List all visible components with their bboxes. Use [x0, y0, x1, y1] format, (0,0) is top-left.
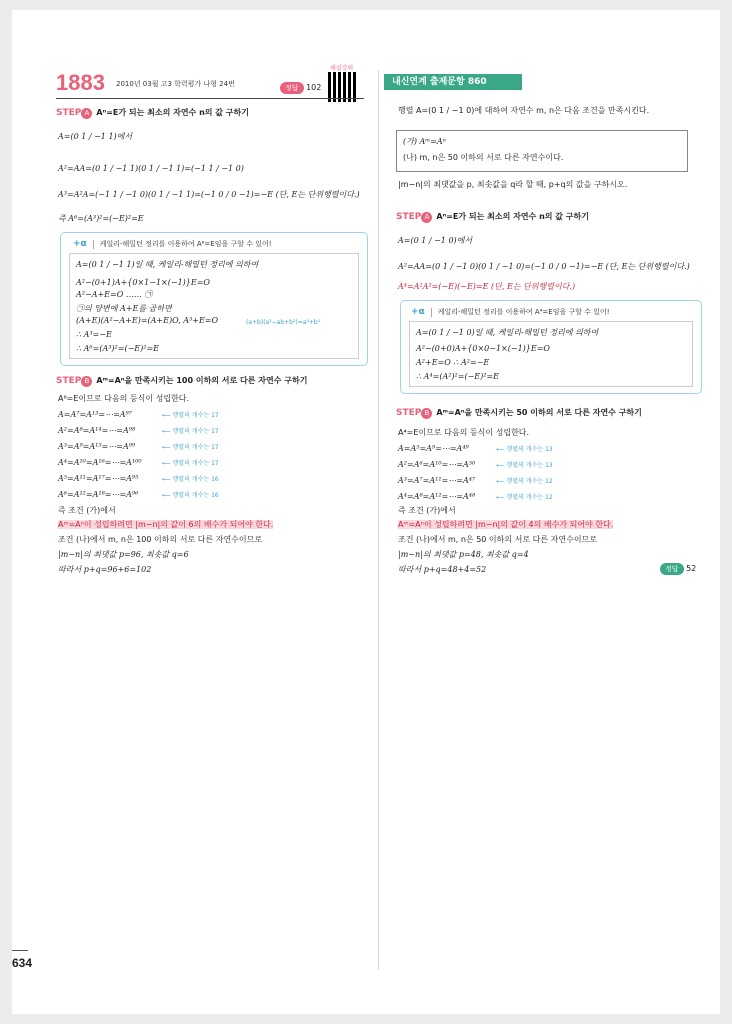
stepB-result: |m−n|의 최댓값 p=96, 최솟값 q=6	[58, 550, 189, 559]
stepB-after: 즉 조건 (가)에서	[58, 506, 116, 515]
stepA-title: Aⁿ=E가 되는 최소의 자연수 n의 값 구하기	[96, 108, 249, 117]
stepA-line: A²=AA=(0 1 / −1 1)(0 1 / −1 1)=(−1 1 / −1 0)	[58, 164, 244, 173]
stepB-cond: 조건 (나)에서 m, n은 100 이하의 서로 다른 자연수이므로	[58, 535, 263, 544]
right-stepB-highlight: Aᵐ=Aⁿ이 성립하려면 |m−n|의 값이 4의 배수가 되어야 한다.	[398, 520, 614, 529]
right-stepB-row-note: ⟵ 행렬의 개수는 12	[496, 478, 553, 485]
right-stepB-row-note: ⟵ 행렬의 개수는 13	[496, 446, 553, 453]
tip-title: 케일리-해밀턴 정리를 이용하여 A⁶=E임을 구할 수 있어!	[99, 240, 272, 248]
column-divider	[378, 70, 379, 970]
tip-header	[73, 239, 272, 249]
stepB-row-note: ⟵ 행렬의 개수는 17	[162, 444, 219, 451]
step-label: STEP	[56, 108, 82, 118]
stepA-heading	[56, 108, 249, 119]
stepB-row-eq: A⁴=A¹⁰=A¹⁶=⋯=A¹⁰⁰	[58, 458, 142, 467]
tip-side-note: (a+b)(a²−ab+b²)=a³+b³	[246, 319, 321, 326]
page-number-rule	[12, 950, 28, 951]
header-rule	[56, 98, 364, 99]
condition-na: (나) m, n은 50 이하의 서로 다른 자연수이다.	[403, 153, 564, 162]
stepB-intro: A⁶=E이므로 다음의 등식이 성립한다.	[58, 394, 190, 403]
right-tip-box	[400, 300, 702, 394]
right-stepA-line: A²=AA=(0 1 / −1 0)(0 1 / −1 0)=(−1 0 / 0 −1)=−E (단, E는 단위행렬이다.)	[398, 262, 690, 271]
problem-number: 1883	[56, 70, 105, 95]
tip-line: (A+E)(A²−A+E)=(A+E)O, A³+E=O	[76, 316, 219, 325]
problem-source: 2010년 03월 고3 학력평가 나형 24번	[116, 80, 235, 88]
stepB-row-eq: A=A⁷=A¹³=⋯=A⁹⁷	[58, 410, 132, 419]
right-stepB-row-note: ⟵ 행렬의 개수는 13	[496, 462, 553, 469]
right-tip-inner-box	[409, 321, 693, 387]
right-answer	[660, 563, 696, 575]
right-answer-value: 52	[686, 564, 697, 573]
stepB-row-note: ⟵ 행렬의 개수는 17	[162, 460, 219, 467]
right-tip-header	[411, 307, 610, 317]
right-stepA-line: A=(0 1 / −1 0)에서	[398, 236, 473, 245]
stepB-row-note: ⟵ 행렬의 개수는 17	[162, 412, 219, 419]
tip-line: ∴ A³=−E	[76, 330, 112, 339]
plus-alpha-icon: +α	[73, 239, 87, 249]
right-stepB-title: Aᵐ=Aⁿ을 만족시키는 50 이하의 서로 다른 자연수 구하기	[436, 408, 642, 417]
right-tip-line: A=(0 1 / −1 0)일 때, 케일리-해밀턴 정리에 의하여	[416, 328, 599, 337]
tip-inner-box	[69, 253, 359, 359]
stepB-highlight-line	[58, 520, 273, 530]
stepB-row-eq: A⁵=A¹¹=A¹⁷=⋯=A⁹⁵	[58, 474, 139, 483]
right-stepB-row-eq: A⁴=A⁸=A¹²=⋯=A⁴⁸	[398, 492, 476, 501]
tip-line: A²−A+E=O …… ㉠	[76, 290, 153, 299]
right-answer-badge: 정답	[660, 563, 684, 575]
right-stepB-after: 즉 조건 (가)에서	[398, 506, 456, 515]
right-stepB-row-eq: A³=A⁷=A¹¹=⋯=A⁴⁷	[398, 476, 476, 485]
right-stepA-heading	[396, 212, 589, 223]
question: |m−n|의 최댓값을 p, 최솟값을 q라 할 때, p+q의 값을 구하시오.	[398, 180, 628, 189]
right-tip-title: 케일리-해밀턴 정리를 이용하여 A⁴=E임을 구할 수 있어!	[437, 308, 610, 316]
stepB-heading	[56, 376, 307, 387]
step-a-badge: A	[421, 212, 432, 223]
right-stepB-result: |m−n|의 최댓값 p=48, 최솟값 q=4	[398, 550, 529, 559]
right-stepA-title: Aⁿ=E가 되는 최소의 자연수 n의 값 구하기	[436, 212, 589, 221]
stepA-line: A³=A²A=(−1 1 / −1 0)(0 1 / −1 1)=(−1 0 / 0 −1)=−E (단, E는 단위행렬이다.)	[58, 190, 360, 199]
right-stepB-final: 따라서 p+q=48+4=52	[398, 565, 487, 574]
right-tip-line: ∴ A⁴=(A²)²=(−E)²=E	[416, 372, 499, 381]
stepB-highlight: Aᵐ=Aⁿ이 성립하려면 |m−n|의 값이 6의 배수가 되어야 한다.	[58, 520, 274, 529]
tip-line: ㉠의 양변에 A+E를 곱하면	[76, 304, 172, 313]
page-number: 634	[12, 956, 33, 970]
right-tip-line: A²+E=O ∴ A²=−E	[416, 358, 490, 367]
answer-badge: 정답	[280, 82, 304, 94]
right-stepB-intro: A⁴=E이므로 다음의 등식이 성립한다.	[398, 428, 530, 437]
right-stepB-row-eq: A²=A⁶=A¹⁰=⋯=A⁵⁰	[398, 460, 476, 469]
step-b-badge: B	[81, 376, 92, 387]
right-stepB-cond: 조건 (나)에서 m, n은 50 이하의 서로 다른 자연수이므로	[398, 535, 598, 544]
tip-line: ∴ A⁶=(A³)²=(−E)²=E	[76, 344, 159, 353]
step-label: STEP	[396, 212, 422, 222]
stepB-title: Aᵐ=Aⁿ을 만족시키는 100 이하의 서로 다른 자연수 구하기	[96, 376, 308, 385]
linked-problem-header: 내신연계 출제문항 860	[384, 74, 522, 90]
tip-box	[60, 232, 368, 366]
right-stepB-row-eq: A=A⁵=A⁹=⋯=A⁴⁹	[398, 444, 469, 453]
stepB-row-eq: A⁶=A¹²=A¹⁸=⋯=A⁹⁶	[58, 490, 139, 499]
stepA-line: A=(0 1 / −1 1)에서	[58, 132, 133, 141]
condition-ga: (가) Aᵐ=Aⁿ	[403, 137, 446, 146]
condition-box	[396, 130, 688, 172]
right-stepB-row-note: ⟵ 행렬의 개수는 12	[496, 494, 553, 501]
right-stepB-highlight-line	[398, 520, 613, 530]
step-label: STEP	[396, 408, 422, 418]
stepB-row-note: ⟵ 행렬의 개수는 16	[162, 492, 219, 499]
answer-ref-number: 102	[306, 83, 322, 92]
stepB-final: 따라서 p+q=96+6=102	[58, 565, 152, 574]
tip-line: A²−(0+1)A+{0×1−1×(−1)}E=O	[76, 278, 210, 287]
stepA-line: 즉 A⁶=(A³)²=(−E)²=E	[58, 214, 144, 223]
right-stepA-line: A⁴=A²A²=(−E)(−E)=E (단, E는 단위행렬이다.)	[398, 282, 576, 291]
step-a-badge: A	[81, 108, 92, 119]
right-tip-line: A²−(0+0)A+{0×0−1×(−1)}E=O	[416, 344, 550, 353]
tip-line: A=(0 1 / −1 1)일 때, 케일리-해밀턴 정리에 의하여	[76, 260, 259, 269]
stepB-row-eq: A²=A⁸=A¹⁴=⋯=A⁹⁸	[58, 426, 136, 435]
problem-statement: 행렬 A=(0 1 / −1 0)에 대하여 자연수 m, n은 다음 조건을 만족시킨다.	[398, 106, 650, 115]
step-label: STEP	[56, 376, 82, 386]
stepB-row-eq: A³=A⁹=A¹⁵=⋯=A⁹⁹	[58, 442, 136, 451]
answer-reference	[280, 82, 321, 94]
stepB-row-note: ⟵ 행렬의 개수는 16	[162, 476, 219, 483]
step-b-badge: B	[421, 408, 432, 419]
qr-label: 해설강의	[330, 65, 354, 72]
textbook-page	[12, 10, 720, 1014]
right-stepB-heading	[396, 408, 642, 419]
plus-alpha-icon: +α	[411, 307, 425, 317]
stepB-row-note: ⟵ 행렬의 개수는 17	[162, 428, 219, 435]
